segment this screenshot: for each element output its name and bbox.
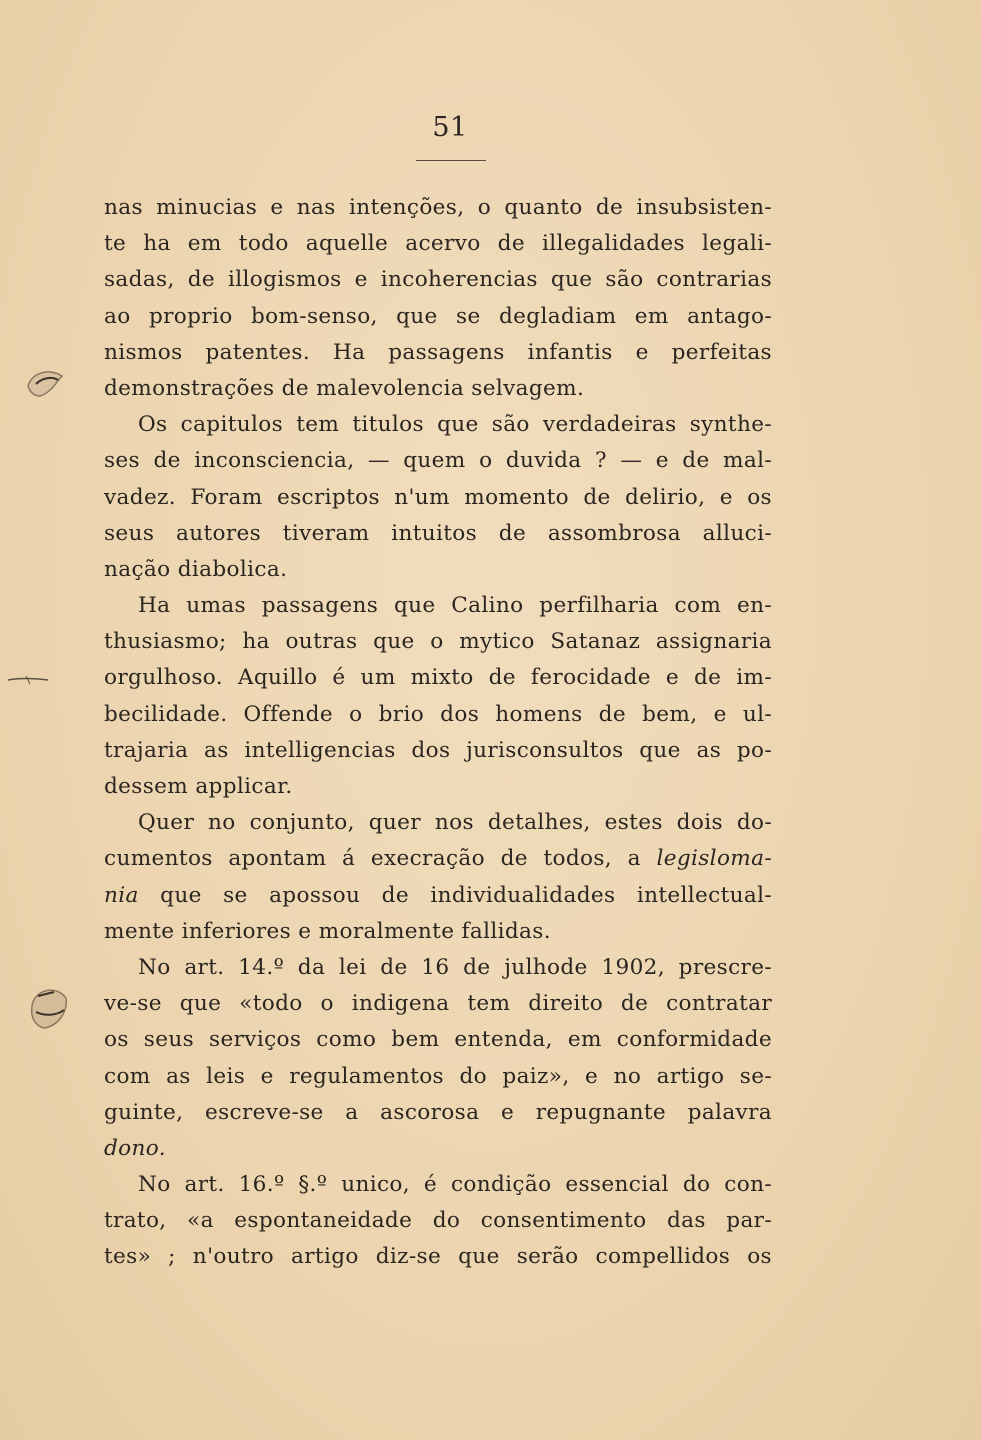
line-text: Os capitulos tem titulos que são verdadeiras synthe- [138,412,772,438]
text-line [104,1059,772,1095]
text-line [104,299,772,335]
line-text: demonstrações de malevolencia selvagem. [104,375,585,401]
line-text: ses de inconsciencia, — quem o duvida ? — e de mal- [104,448,772,474]
line-text: vadez. Foram escriptos n'um momento de delirio, e os [104,484,772,510]
line-text: os seus serviços como bem entenda, em conformidade [104,1027,772,1053]
text-line [104,769,772,805]
binding-hole-top [22,362,70,402]
text-line [104,624,772,660]
line-text: ve-se que «todo o indigena tem direito de contratar [104,991,772,1017]
text-line [104,1203,772,1239]
text-line [104,660,772,696]
text-line [104,1239,772,1275]
text-line [104,1095,772,1131]
italic-word: legisloma- [656,846,772,872]
text-line [104,516,772,552]
binding-hole-middle [4,660,52,700]
text-line [104,480,772,516]
text-line [104,986,772,1022]
text-line [104,588,772,624]
text-line [104,443,772,479]
text-line [104,1131,772,1167]
text-line [104,1167,772,1203]
line-text: No art. 16.º §.º unico, é condição essencial do con- [138,1172,772,1198]
header-rule [416,160,486,161]
line-text: Quer no conjunto, quer nos detalhes, estes dois do- [138,810,772,836]
line-text: dessem applicar. [104,774,293,799]
line-text: te ha em todo aquelle acervo de illegalidades legali- [104,231,772,257]
line-text: nismos patentes. Ha passagens infantis e perfeitas [104,339,772,365]
line-text: que se apossou de individualidades intellectual- [138,882,772,908]
text-line [104,914,772,950]
text-line [104,950,772,986]
line-text: orgulhoso. Aquillo é um mixto de ferocidade e de im- [104,665,772,691]
text-line [104,407,772,443]
text-line [104,733,772,769]
text-line [104,335,772,371]
line-text: nação diabolica. [104,556,288,582]
line-text: seus autores tiveram intuitos de assombrosa alluci- [104,520,772,546]
text-line [104,190,772,226]
line-text: sadas, de illogismos e incoherencias que são contrarias [104,267,772,293]
line-text: tes» ; n'outro artigo diz-se que serão compellidos os [104,1244,772,1270]
line-text: Ha umas passagens que Calino perfilharia com en- [138,593,772,619]
text-line [104,1022,772,1058]
body-text [104,190,772,1276]
page-number: 51 [432,112,468,143]
line-text: No art. 14.º da lei de 16 de julhode 1902, prescre- [138,954,772,980]
text-line [104,841,772,877]
line-text: mente inferiores e moralmente fallidas. [104,918,551,944]
text-line [104,226,772,262]
text-line [104,697,772,733]
binding-hole-bottom [24,976,72,1036]
line-text: thusiasmo; ha outras que o mytico Satanaz assignaria [104,629,772,655]
line-text: becilidade. Offende o brio dos homens de bem, e ul- [104,701,772,727]
text-line [104,878,772,914]
line-text: trato, «a espontaneidade do consentimento das par- [104,1208,772,1234]
text-line [104,552,772,588]
line-text: cumentos apontam á execração de todos, a [104,846,657,872]
line-text: nas minucias e nas intenções, o quanto de insubsisten- [104,195,772,220]
italic-word: nia [104,882,139,908]
text-line [104,371,772,407]
line-text: com as leis e regulamentos do paiz», e no artigo se- [104,1063,772,1089]
line-text: trajaria as intelligencias dos jurisconsultos que as po- [104,737,772,763]
line-text: ao proprio bom-senso, que se degladiam em antago- [104,303,772,329]
text-line [104,805,772,841]
line-text: guinte, escreve-se a ascorosa e repugnante palavra [104,1099,772,1125]
italic-word: dono. [104,1135,166,1161]
text-line [104,262,772,298]
